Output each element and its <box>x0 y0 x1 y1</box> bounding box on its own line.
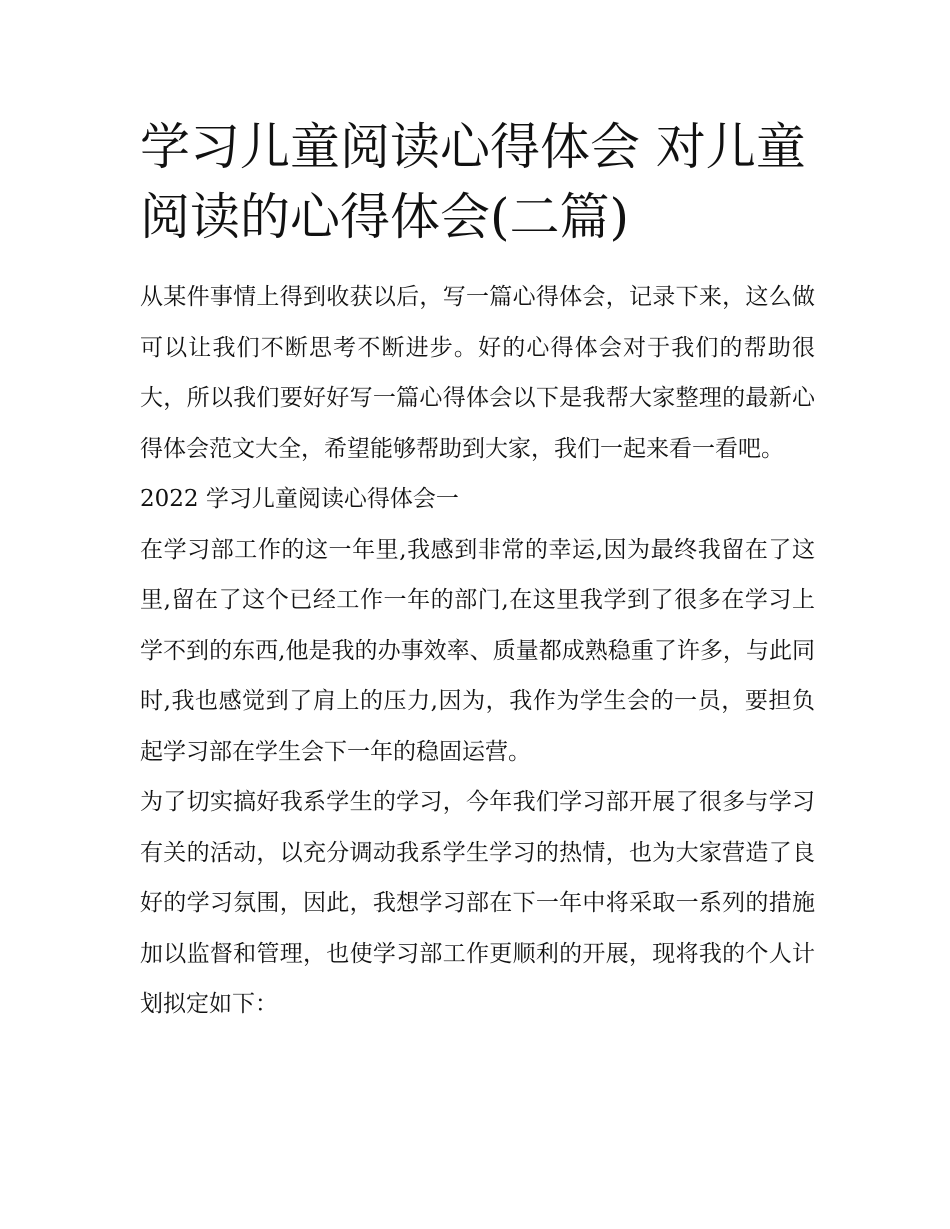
body-paragraph-1: 在学习部工作的这一年里,我感到非常的幸运,因为最终我留在了这里,留在了这个已经工作一年的部门,在这里我学到了很多在学习上学不到的东西,他是我的办事效率、质量都成熟稳重了许多，与此同时,我也感觉到了肩上的压力,因为，我作为学生会的一员，要担负起学习部在学生会下一年的稳固运营。 <box>140 536 815 765</box>
body-paragraph-2: 为了切实搞好我系学生的学习，今年我们学习部开展了很多与学习有关的活动，以充分调动我系学生学习的热情，也为大家营造了良好的学习氛围，因此，我想学习部在下一年中将采取一系列的措施加以监督和管理，也使学习部工作更顺利的开展，现将我的个人计划拟定如下： <box>140 789 815 1017</box>
document-page <box>140 112 815 1030</box>
intro-paragraph: 从某件事情上得到收获以后，写一篇心得体会，记录下来，这么做可以让我们不断思考不断进步。好的心得体会对于我们的帮助很大，所以我们要好好写一篇心得体会以下是我帮大家整理的最新心得体会范文大全，希望能够帮助到大家，我们一起来看一看吧。 <box>140 284 815 462</box>
section-heading: 2022 学习儿童阅读心得体会一 <box>140 486 459 512</box>
document-title: 学习儿童阅读心得体会 对儿童阅读的心得体会(二篇) <box>140 118 806 246</box>
